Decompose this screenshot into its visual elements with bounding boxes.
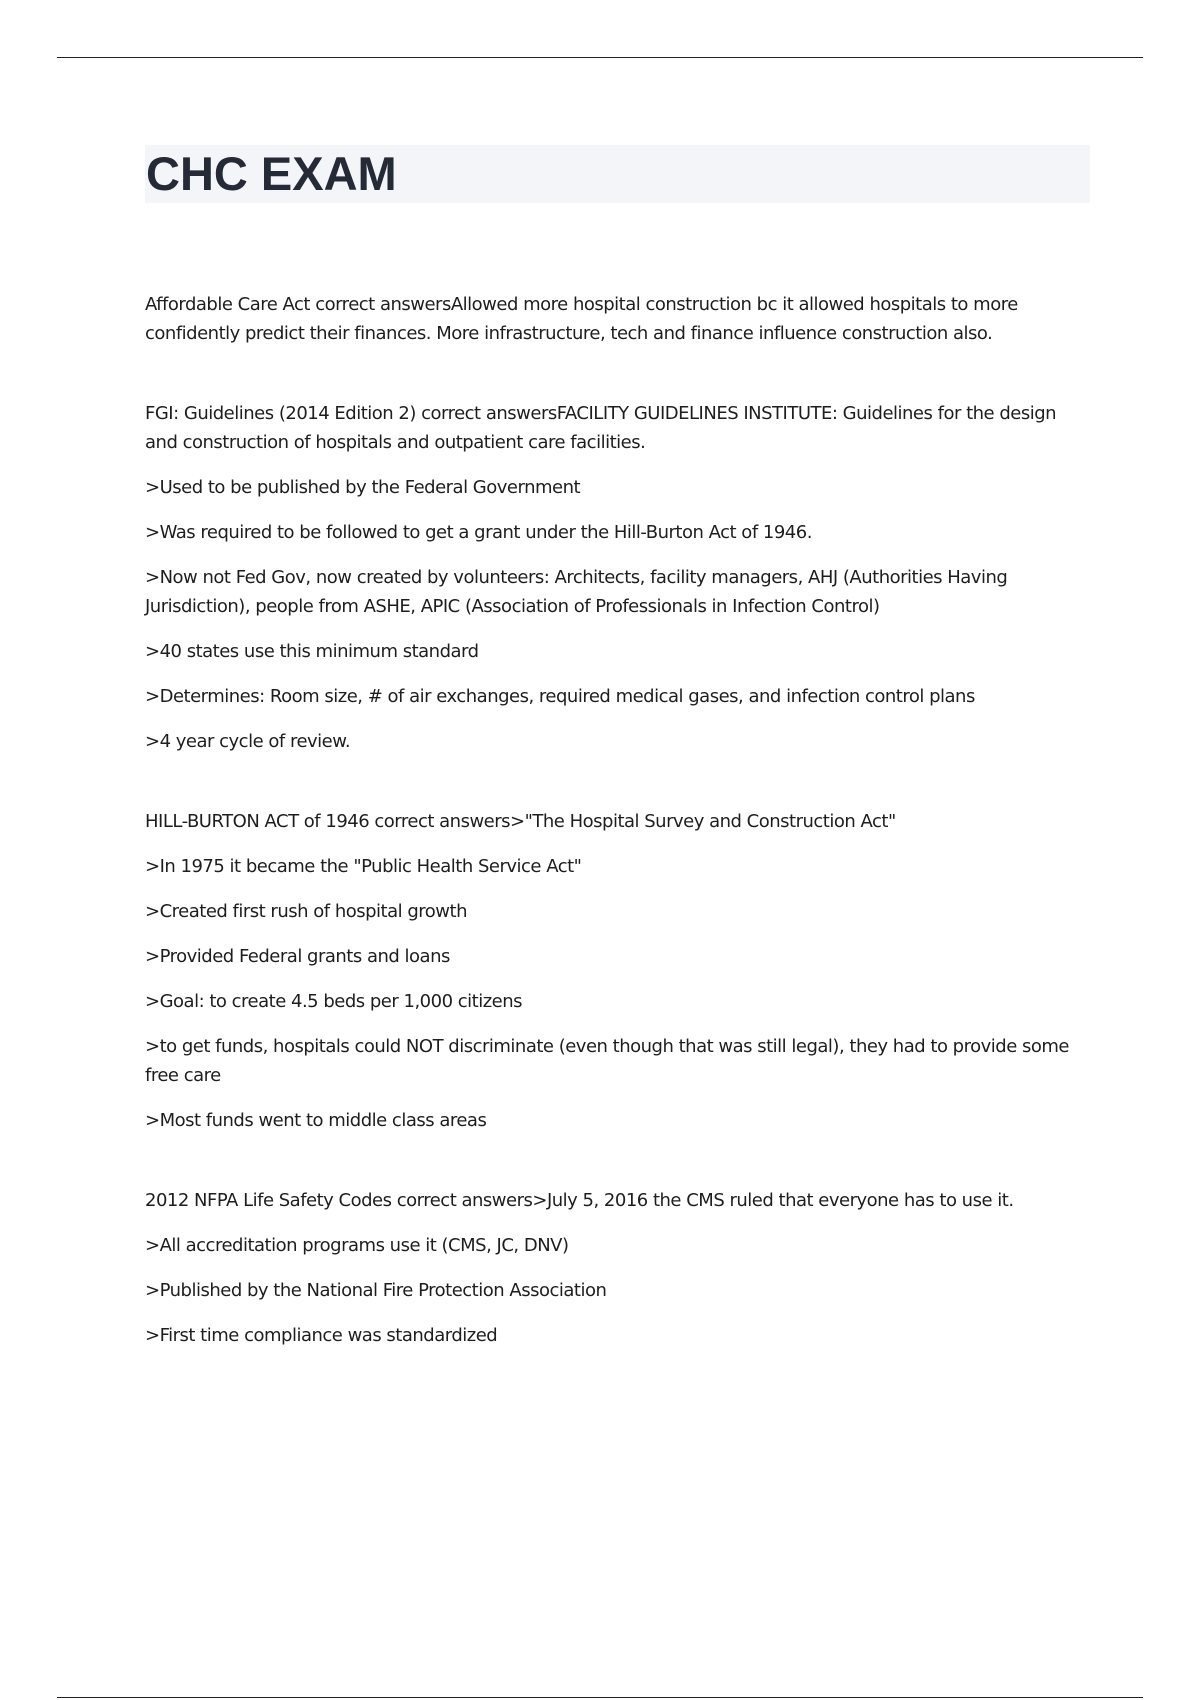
paragraph: >Was required to be followed to get a grant under the Hill-Burton Act of 1946. xyxy=(145,522,812,543)
title-banner xyxy=(145,145,1090,203)
page-title: CHC EXAM xyxy=(146,147,397,200)
paragraph: >Created first rush of hospital growth xyxy=(145,901,467,922)
paragraph: >Goal: to create 4.5 beds per 1,000 citizens xyxy=(145,991,523,1012)
sections xyxy=(145,290,1090,1401)
paragraph: 2012 NFPA Life Safety Codes correct answers>July 5, 2016 the CMS ruled that everyone has to use it. xyxy=(145,1190,1014,1211)
section-fgi-guidelines xyxy=(145,399,1090,756)
paragraph: >All accreditation programs use it (CMS, JC, DNV) xyxy=(145,1235,569,1256)
paragraph: >Determines: Room size, # of air exchanges, required medical gases, and infection control plans xyxy=(145,686,975,707)
paragraph: >Most funds went to middle class areas xyxy=(145,1110,487,1131)
paragraph: >40 states use this minimum standard xyxy=(145,641,479,662)
paragraph: HILL-BURTON ACT of 1946 correct answers>"The Hospital Survey and Construction Act" xyxy=(145,811,896,832)
paragraph: Affordable Care Act correct answersAllowed more hospital construction bc it allowed hospitals to more confidently predict their finances. More infrastructure, tech and finance influence construction also. xyxy=(145,294,1018,344)
paragraph: >to get funds, hospitals could NOT discriminate (even though that was still legal), they had to provide some free care xyxy=(145,1036,1070,1086)
paragraph: >In 1975 it became the "Public Health Service Act" xyxy=(145,856,582,877)
section-nfpa-life-safety-codes xyxy=(145,1186,1090,1350)
top-rule xyxy=(57,57,1143,58)
bottom-rule xyxy=(57,1697,1143,1698)
section-hill-burton-act xyxy=(145,807,1090,1135)
paragraph: >Published by the National Fire Protection Association xyxy=(145,1280,607,1301)
paragraph: FGI: Guidelines (2014 Edition 2) correct answersFACILITY GUIDELINES INSTITUTE: Guidelines for the design and construction of hospitals and outpatient care facilities. xyxy=(145,403,1057,453)
paragraph: >Used to be published by the Federal Government xyxy=(145,477,581,498)
paragraph: >4 year cycle of review. xyxy=(145,731,351,752)
section-affordable-care-act xyxy=(145,290,1090,348)
paragraph: >Provided Federal grants and loans xyxy=(145,946,450,967)
paragraph: >First time compliance was standardized xyxy=(145,1325,498,1346)
paragraph: >Now not Fed Gov, now created by volunteers: Architects, facility managers, AHJ (Authorities Having Jurisdiction), people from ASHE, APIC (Association of Professionals in Infection Control) xyxy=(145,567,1008,617)
